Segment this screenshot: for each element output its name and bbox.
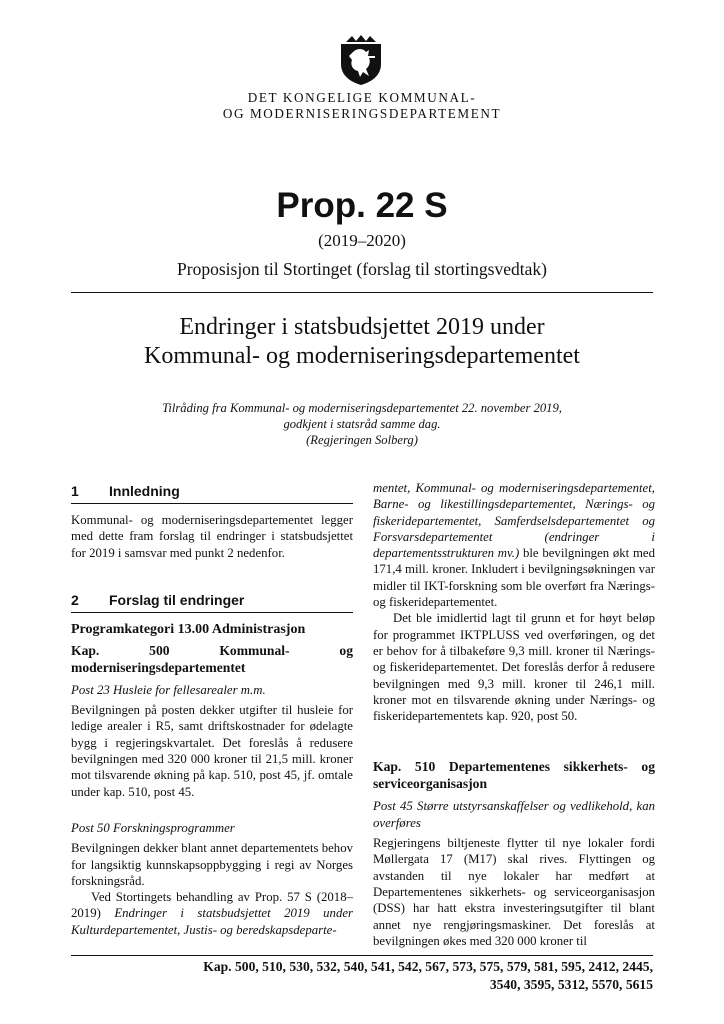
department-name-line1: DET KONGELIGE KOMMUNAL- <box>247 90 477 105</box>
post-45-paragraph: Regjeringens biltjeneste flytter til nye lokaler fordi Møllergata 17 (M17) skal rives. Flyttingen og avstanden til nye lokaler har medført at Departementenes sikkerhets- og serviceorganisasjon (DSS) har hatt ekstra investeringsutgifter til blant annet nye rengjøringsmaskiner. Det foreslås at bevilgningen økes med 320 000 kroner til <box>373 836 655 948</box>
post-50-heading: Post 50 Forskningsprogrammer <box>71 820 235 835</box>
proposition-title: Prop. 22 S <box>276 186 448 225</box>
post-45-heading: Post 45 Større utstyrsanskaffelser og vedlikehold, kan overføres <box>373 799 655 830</box>
section-heading-forslag <box>71 591 353 613</box>
main-heading-line1: Endringer i statsbudsjettet 2019 under <box>179 314 545 340</box>
section-number: 1 <box>71 483 79 499</box>
post-23-paragraph: Bevilgningen på posten dekker utgifter til husleie for ledige arealer i R5, samt driftskostnader for ødelagte bygg i regjeringskvartalet. Det foreslås å redusere bevilgningen med 320 000 kroner til 21,5 mill. kroner mot tilsvarende økning på kap. 510, post 45, jf. omtale under kap. 510, post 45. <box>71 703 353 799</box>
intro-paragraph: Kommunal- og moderniseringsdepartementet legger med dette fram forslag til endringer i statsbudsjettet for 2019 i samsvar med punkt 2 nedenfor. <box>71 513 353 560</box>
post-23-heading: Post 23 Husleie for fellesarealer m.m. <box>71 682 266 697</box>
chapter-list-line2: 3540, 3595, 5312, 5570, 5615 <box>489 977 653 992</box>
footer-divider <box>71 955 653 956</box>
continued-italic: mentet, Kommunal- og moderniseringsdepartementet, Barne- og likestillingsdepartementet, Nærings- og fiskeridepartementet, Samferdselsdepartementet og Forsvarsdepartementet (endringer i departementsstrukturen mv.) <box>373 481 655 561</box>
chapter-list-line1: Kap. 500, 510, 530, 532, 540, 541, 542, 567, 573, 575, 579, 581, 595, 2412, 2445, <box>203 959 653 974</box>
post-50-continuation-text: Ved Stortingets behandling av Prop. 57 S (2018–2019) <box>71 890 353 921</box>
post-50-continuation-italic: Endringer i statsbudsjettet 2019 under Kulturdepartementet, Justis- og beredskapsdeparte- <box>71 906 353 937</box>
section-title: Innledning <box>109 483 180 499</box>
left-column <box>71 482 353 938</box>
government-name: (Regjeringen Solberg) <box>306 433 418 447</box>
right-column <box>373 480 655 949</box>
continued-text: ble bevilgningen økt med 171,4 mill. kroner. Inkludert i bevilgningsøkningen var midler til IKT-forskning som ble overført fra Nærings- og fiskeridepartementet. <box>373 546 655 610</box>
kap-500-heading: Kap. 500 Kommunal- og moderniseringsdepartementet <box>71 642 353 675</box>
post-50-paragraph: Bevilgningen dekker blant annet departementets behov for langsiktig kunnskapsoppbygging i regi av Norges forskningsråd. <box>71 841 353 888</box>
post-50-continuation <box>71 889 353 938</box>
section-heading-innledning <box>71 482 353 504</box>
proposition-type: Proposisjon til Stortinget (forslag til stortingsvedtak) <box>177 259 547 279</box>
main-heading-line2: Kommunal- og moderniseringsdepartementet <box>144 343 580 369</box>
section-title: Forslag til endringer <box>109 591 245 608</box>
submission-line1: Tilråding fra Kommunal- og moderniseringsdepartementet 22. november 2019, <box>162 401 562 415</box>
title-divider <box>71 292 653 293</box>
continued-paragraph <box>373 480 655 610</box>
section-number: 2 <box>71 591 79 608</box>
iktpluss-paragraph: Det ble imidlertid lagt til grunn et for høyt beløp for programmet IKTPLUSS ved overføringen, og det er behov for å tilbakeføre 9,3 mill. kroner til Nærings- og fiskeridepartementet. Det foreslås derfor å redusere bevilgningen med 9,3 mill. kroner til 246,1 mill. kroner mot en tilsvarende økning under Nærings- og fiskeridepartementets kap. 920, post 50. <box>373 611 655 724</box>
coat-of-arms-logo <box>338 34 384 86</box>
session-years: (2019–2020) <box>318 231 406 250</box>
program-category-heading: Programkategori 13.00 Administrasjon <box>71 621 306 637</box>
submission-line2: godkjent i statsråd samme dag. <box>283 417 441 431</box>
kap-510-heading: Kap. 510 Departementenes sikkerhets- og serviceorganisasjon <box>373 759 655 792</box>
department-name-line2: OG MODERNISERINGSDEPARTEMENT <box>222 106 502 121</box>
chapter-list-footer <box>71 958 653 994</box>
